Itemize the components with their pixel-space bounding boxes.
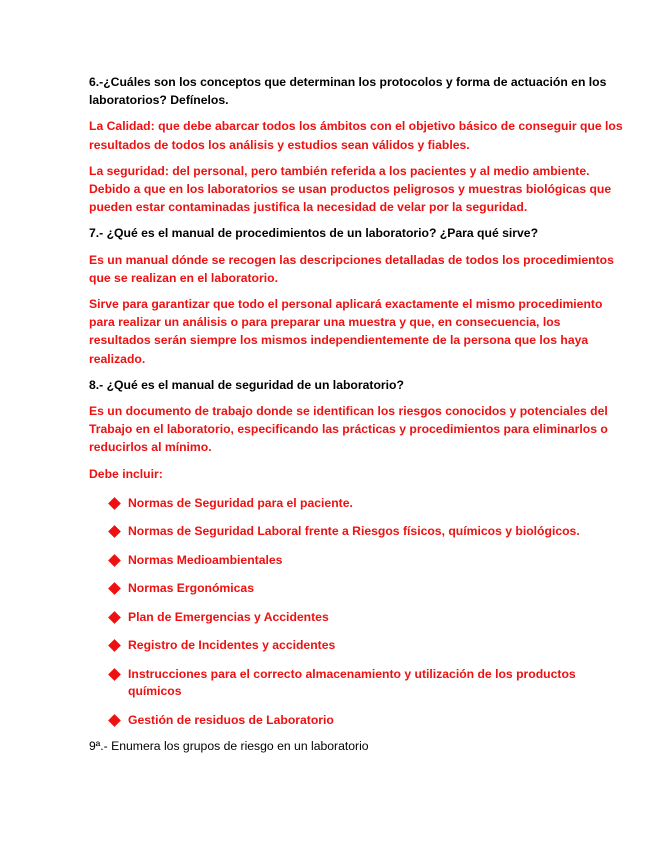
- list-item: [89, 666, 579, 701]
- answer-line: Sirve para garantizar que todo el personal aplicará exactamente el mismo procedimiento: [89, 297, 603, 312]
- list-item-text: Instrucciones para el correcto almacenamiento y utilización de los productos: [128, 666, 576, 681]
- question-6-line: laboratorios? Defínelos.: [89, 93, 229, 108]
- list-item: [89, 637, 579, 655]
- answer-line: que se realizan en el laboratorio.: [89, 270, 278, 285]
- list-item-text: Normas de Seguridad Laboral frente a Riesgos físicos, químicos y biológicos.: [128, 524, 580, 539]
- answer-line: Trabajo en el laboratorio, especificando las prácticas y procedimientos para eliminarlos o: [89, 422, 608, 437]
- answer-7-definition: [89, 251, 614, 287]
- list-item: [89, 552, 579, 570]
- answer-line: resultados de todos los análisis y estudios sean válidos y fiables.: [89, 137, 470, 152]
- list-item-text: Normas Ergonómicas: [128, 581, 254, 596]
- answer-6-calidad: [89, 117, 623, 153]
- diamond-bullet-icon: [108, 668, 121, 681]
- question-6-line: 6.-¿Cuáles son los conceptos que determinan los protocolos y forma de actuación en los: [89, 75, 607, 89]
- diamond-bullet-icon: [108, 582, 121, 595]
- answer-line: Es un manual dónde se recogen las descripciones detalladas de todos los procedimientos: [89, 252, 614, 267]
- list-item-text: Normas de Seguridad para el paciente.: [128, 495, 353, 510]
- diamond-bullet-icon: [108, 639, 121, 652]
- diamond-bullet-icon: [108, 714, 121, 727]
- diamond-bullet-icon: [108, 525, 121, 538]
- question-8: [89, 376, 579, 394]
- question-8-line: 8.- ¿Qué es el manual de seguridad de un laboratorio?: [89, 377, 404, 392]
- list-item-text: Gestión de residuos de Laboratorio: [128, 712, 334, 727]
- answer-8-definition: [89, 402, 608, 457]
- list-item: [89, 580, 579, 598]
- list-item: [89, 609, 579, 627]
- answer-7-purpose: [89, 295, 603, 368]
- answer-line: Es un documento de trabajo donde se identifican los riesgos conocidos y potenciales del: [89, 404, 608, 419]
- diamond-bullet-icon: [108, 497, 121, 510]
- question-7-line: 7.- ¿Qué es el manual de procedimientos de un laboratorio? ¿Para qué sirve?: [89, 226, 539, 241]
- diamond-bullet-icon: [108, 611, 121, 624]
- answer-line: La seguridad: del personal, pero también referida a los pacientes y al medio ambiente.: [89, 163, 590, 178]
- answer-line: resultados serán siempre los mismos independientemente de la persona que los haya: [89, 333, 589, 348]
- answer-line: realizado.: [89, 351, 146, 366]
- list-item-text: Registro de Incidentes y accidentes: [128, 638, 336, 653]
- answer-6-seguridad: [89, 162, 612, 217]
- list-item-text: químicos: [128, 684, 182, 699]
- safety-manual-list: [89, 495, 579, 730]
- must-include-heading: Debe incluir:: [89, 466, 163, 481]
- answer-line: reducirlos al mínimo.: [89, 440, 212, 455]
- question-9: 9ª.- Enumera los grupos de riesgo en un laboratorio: [89, 739, 369, 754]
- answer-line: Debido a que en los laboratorios se usan productos peligrosos y muestras biológicas que: [89, 182, 612, 197]
- list-item: [89, 712, 579, 730]
- diamond-bullet-icon: [108, 554, 121, 567]
- list-item-text: Normas Medioambientales: [128, 552, 283, 567]
- list-item: [89, 495, 579, 513]
- question-6: [89, 73, 607, 109]
- list-item-text: Plan de Emergencias y Accidentes: [128, 609, 329, 624]
- question-7: [89, 224, 579, 242]
- list-item: [89, 523, 579, 541]
- document-content: [89, 73, 623, 768]
- answer-line: La Calidad: que debe abarcar todos los ámbitos con el objetivo básico de conseguir que los: [89, 119, 623, 134]
- answer-line: para realizar un análisis o para preparar una muestra y que, en consecuencia, los: [89, 315, 561, 330]
- answer-line: pueden estar contaminadas justifica la necesidad de velar por la seguridad.: [89, 200, 528, 215]
